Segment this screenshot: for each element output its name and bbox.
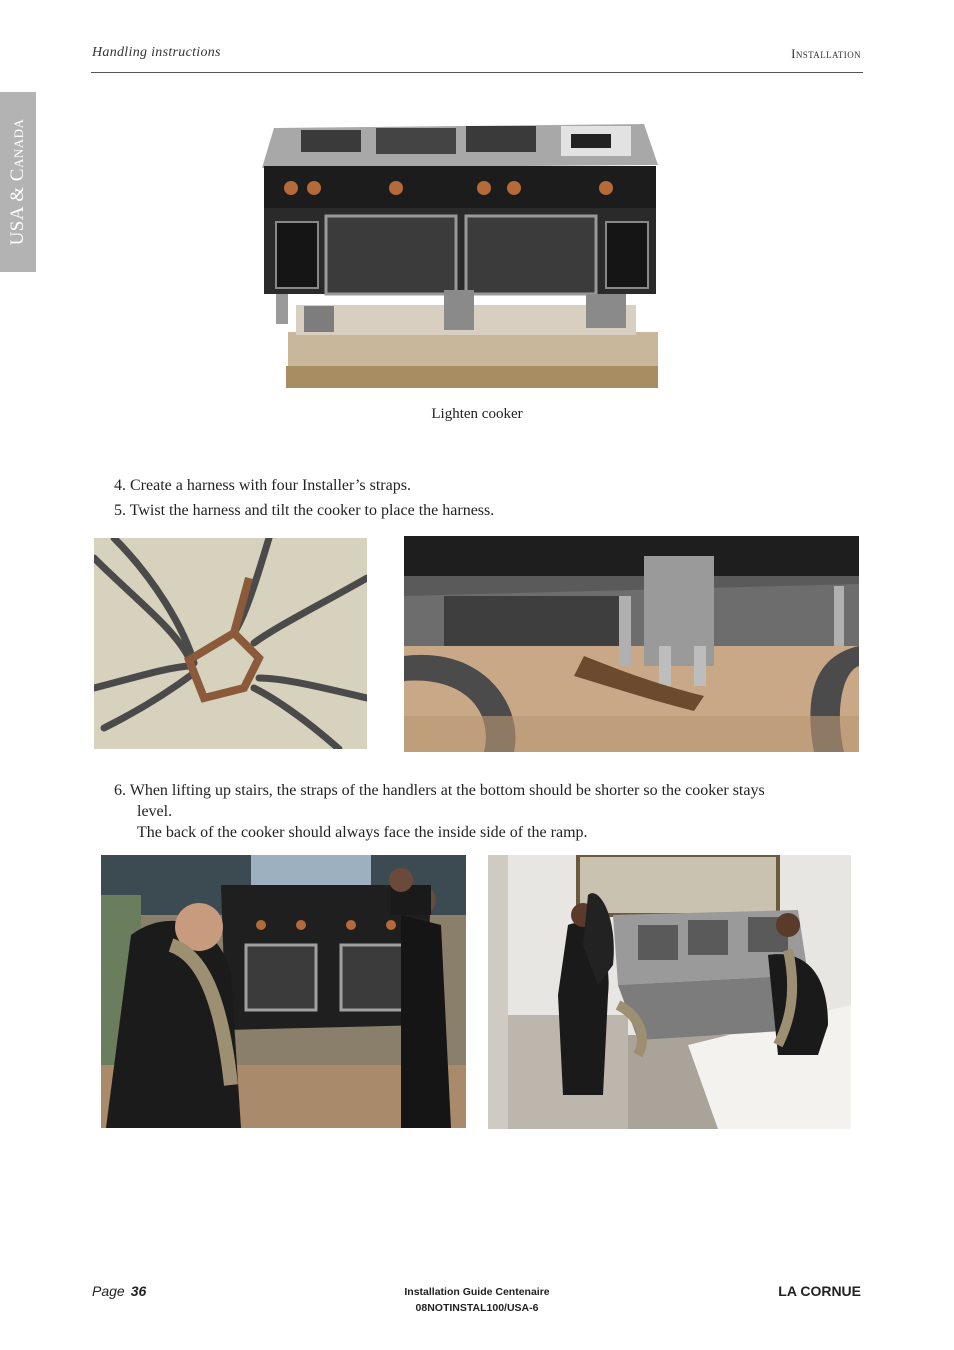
step-4-text: 4. Create a harness with four Installer’s straps. — [114, 477, 411, 494]
step-6-line-3: The back of the cooker should always face the inside side of the ramp. — [137, 824, 588, 841]
photo-strap-harness — [94, 538, 367, 749]
footer-brand: LA CORNUE — [778, 1283, 861, 1299]
photo-lightened-cooker — [256, 110, 662, 388]
step-6-line-1: 6. When lifting up stairs, the straps of the handlers at the bottom should be shorter so the cooker stays — [114, 782, 765, 799]
header-divider — [91, 72, 863, 73]
figure-caption: Lighten cooker — [431, 406, 523, 422]
side-region-tab — [0, 92, 36, 272]
side-region-label: USA & Canada — [7, 118, 28, 246]
header-section-title: Handling instructions — [92, 45, 221, 60]
footer-page-label: Page — [92, 1283, 125, 1299]
header-chapter-title: Installation — [791, 46, 861, 61]
step-6-line-2: level. — [137, 803, 173, 820]
photo-handlers-lifting-cooker — [101, 855, 466, 1128]
footer-guide-title: Installation Guide Centenaire — [404, 1286, 550, 1298]
photo-cooker-feet-harness — [404, 536, 859, 752]
footer-page-value: 36 — [130, 1283, 147, 1299]
step-5-text: 5. Twist the harness and tilt the cooker to place the harness. — [114, 502, 495, 519]
footer-doc-code: 08NOTINSTAL100/USA-6 — [415, 1302, 539, 1314]
photo-lifting-up-stairs — [488, 855, 851, 1129]
